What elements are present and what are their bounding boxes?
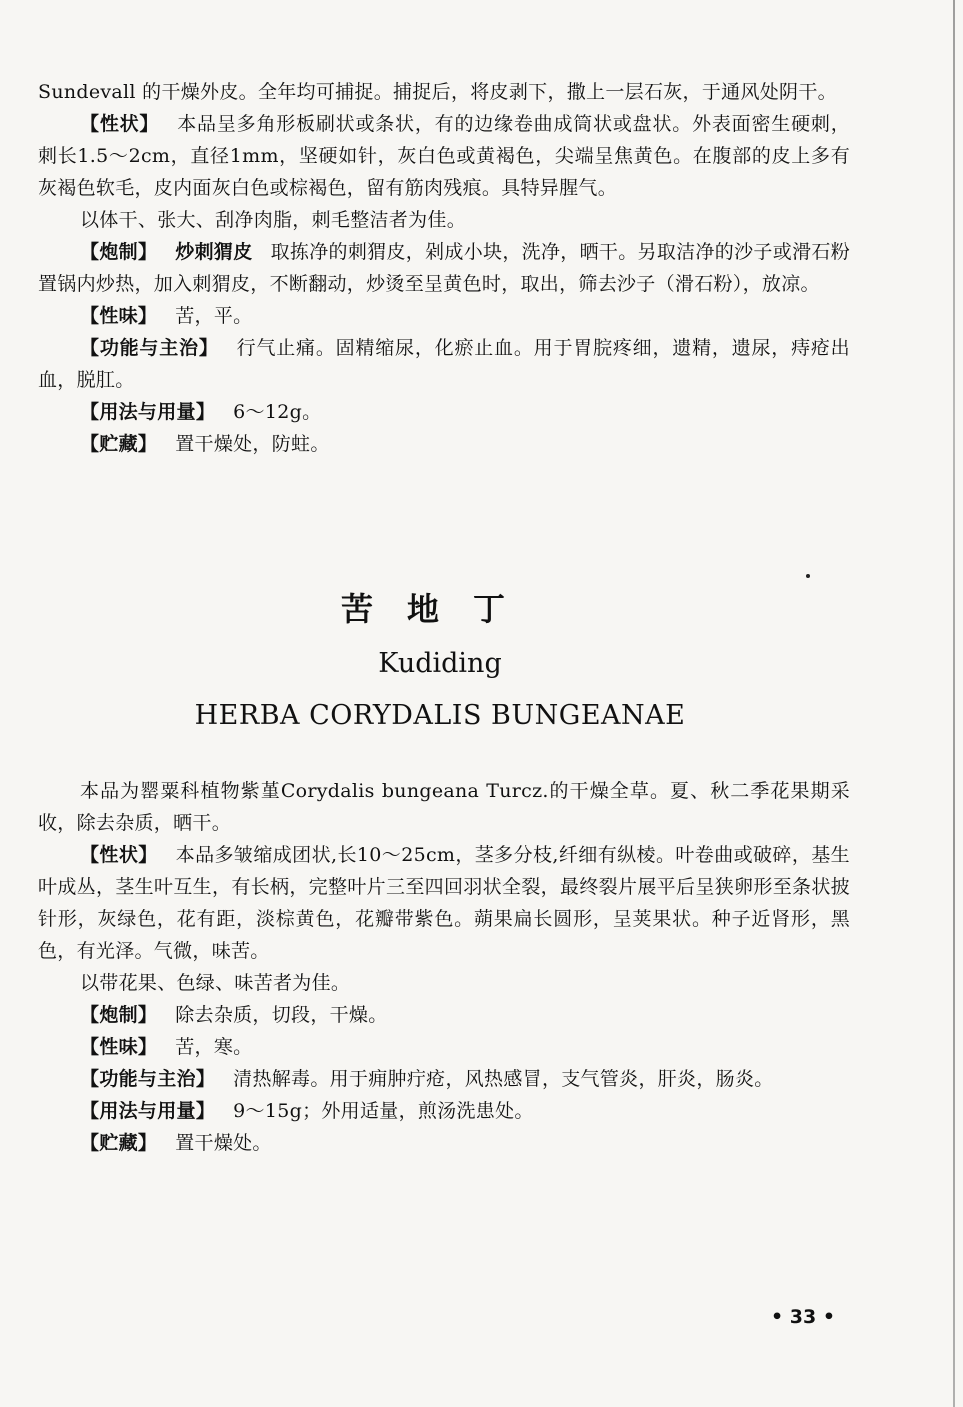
- section-label: 【 贮藏 】: [80, 1132, 157, 1154]
- section-label: 【 性味 】: [80, 305, 157, 327]
- section-label: 【 炮制 】: [80, 241, 157, 263]
- section-label: 【 功能与主治 】: [80, 337, 219, 359]
- section-text: 苦，寒。: [175, 1036, 253, 1058]
- prev-function-paragraph: [38, 332, 850, 396]
- section-text: 本品呈多角形板刷状或条状，有的边缘卷曲成筒状或盘状。外表面密生硬刺，刺长1.5～2cm，直径1mm，坚硬如针，灰白色或黄褐色，尖端呈焦黄色。在腹部的皮上多有灰褐色软毛，皮内面灰白色或棕褐色，留有筋肉残痕。具特异腥气。: [38, 113, 850, 199]
- quality-paragraph: 以带花果、色绿、味苦者为佳。: [80, 972, 351, 994]
- prev-storage-paragraph: [38, 428, 850, 460]
- prev-source-paragraph: Sundevall 的干燥外皮。全年均可捕捉。捕捉后，将皮剥下，撒上一层石灰，于通风处阴干。: [38, 81, 837, 103]
- section-label: 【 性状 】: [80, 113, 159, 135]
- scan-speck: [806, 574, 810, 578]
- section-text: 本品多皱缩成团状,长10～25cm，茎多分枝,纤细有纵棱。叶卷曲或破碎，基生叶成丛，茎生叶互生，有长柄，完整叶片三至四回羽状全裂，最终裂片展平后呈狭卵形至条状披针形，灰绿色，花有距，淡棕黄色，花瓣带紫色。蒴果扁长圆形，呈荚果状。种子近肾形，黑色，有光泽。气微，味苦。: [38, 844, 850, 962]
- section-text: 除去杂质，切段，干燥。: [175, 1004, 388, 1026]
- dosage-paragraph: [38, 1095, 850, 1127]
- entry-title-chinese: 苦地丁: [340, 590, 539, 628]
- source-paragraph: 本品为罂粟科植物紫堇Corydalis bungeana Turcz.的干燥全草。夏、秋二季花果期采收，除去杂质，晒干。: [38, 780, 850, 834]
- section-text: 行气止痛。固精缩尿，化瘀止血。用于胃脘疼细，遗精，遗尿，痔疮出血，脱肛。: [38, 337, 850, 391]
- prev-characteristics-paragraph: [38, 108, 850, 204]
- section-label: 【 性状 】: [80, 844, 158, 866]
- entry-title-pinyin: Kudiding: [378, 648, 502, 679]
- function-paragraph: [38, 1063, 850, 1095]
- prev-dosage-paragraph: [38, 396, 850, 428]
- section-label: 【 用法与用量 】: [80, 1100, 215, 1122]
- entry-body: [38, 775, 850, 1159]
- storage-paragraph: [38, 1127, 850, 1159]
- section-label: 【 用法与用量 】: [80, 401, 215, 423]
- processing-method: 炒刺猬皮: [175, 241, 253, 263]
- section-text: 苦，平。: [175, 305, 253, 327]
- taste-paragraph: [38, 1031, 850, 1063]
- page-number: • 33 •: [771, 1306, 835, 1328]
- section-label: 【 贮藏 】: [80, 433, 157, 455]
- section-label: 【 性味 】: [80, 1036, 157, 1058]
- section-text: 置干燥处，防蛀。: [175, 433, 330, 455]
- prev-taste-paragraph: [38, 300, 850, 332]
- section-text: 6～12g。: [233, 401, 322, 423]
- prev-quality-paragraph: 以体干、张大、刮净肉脂，刺毛整洁者为佳。: [80, 209, 467, 231]
- entry-title-latin: HERBA CORYDALIS BUNGEANAE: [194, 700, 686, 731]
- scan-binding-edge: [953, 0, 955, 1407]
- previous-entry-continuation: [38, 76, 850, 460]
- section-text: 取拣净的刺猬皮，剁成小块，洗净，晒干。另取洁净的沙子或滑石粉置锅内炒热，加入刺猬皮，不断翻动，炒烫至呈黄色时，取出，筛去沙子（滑石粉），放凉。: [38, 241, 850, 295]
- section-label: 【 炮制 】: [80, 1004, 157, 1026]
- characteristics-paragraph: [38, 839, 850, 967]
- section-label: 【 功能与主治 】: [80, 1068, 215, 1090]
- section-text: 清热解毒。用于痈肿疔疮，风热感冒，支气管炎，肝炎，肠炎。: [233, 1068, 774, 1090]
- processing-paragraph: [38, 999, 850, 1031]
- section-text: 置干燥处。: [175, 1132, 272, 1154]
- section-text: 9～15g；外用适量，煎汤洗患处。: [233, 1100, 534, 1122]
- prev-processing-paragraph: [38, 236, 850, 300]
